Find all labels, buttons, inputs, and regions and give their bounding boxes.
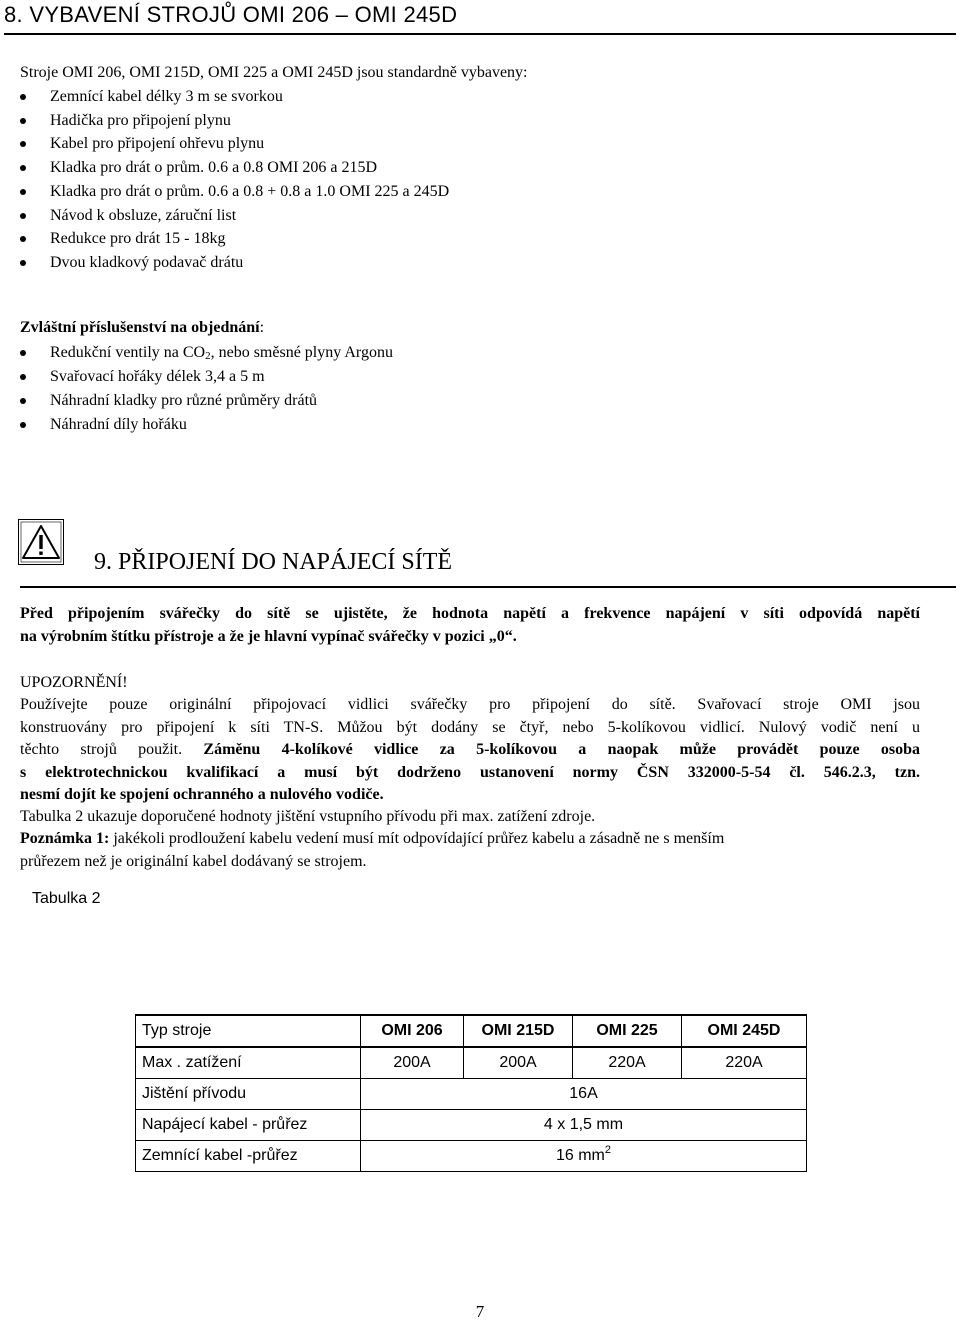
list-item: Zemnící kabel délky 3 m se svorkou xyxy=(20,85,449,109)
list-item: Redukce pro drát 15 - 18kg xyxy=(20,227,449,251)
table-header-cell: OMI 245D xyxy=(682,1015,807,1047)
optional-accessories-list xyxy=(20,341,393,437)
list-item: Kladka pro drát o prům. 0.6 a 0.8 OMI 206 a 215D xyxy=(20,156,449,180)
table-row xyxy=(136,1110,807,1141)
list-item: Náhradní díly hořáku xyxy=(20,413,393,437)
accessories-heading: Zvláštní příslušenství na objednání: xyxy=(20,319,265,336)
table-cell: Max . zatížení xyxy=(136,1047,361,1079)
bullet-icon xyxy=(20,165,26,171)
list-item: Hadička pro připojení plynu xyxy=(20,109,449,133)
table-cell: 16 $mm^2$ xyxy=(361,1141,807,1172)
table-cell: 200A xyxy=(464,1047,573,1079)
list-item: Náhradní kladky pro různé průměry drátů xyxy=(20,389,393,413)
bullet-icon xyxy=(20,422,26,428)
bullet-icon xyxy=(20,260,26,266)
table-row xyxy=(136,1047,807,1079)
table-cell: 16A xyxy=(361,1079,807,1110)
section-8-divider xyxy=(4,33,956,35)
table-row xyxy=(136,1079,807,1110)
bullet-icon xyxy=(20,213,26,219)
table-header-cell: OMI 206 xyxy=(361,1015,464,1047)
table-reference-text: Tabulka 2 ukazuje doporučené hodnoty jištění vstupního přívodu při max. zatížení zdroje. xyxy=(20,808,596,825)
table-cell: 220A xyxy=(573,1047,682,1079)
list-item: Kladka pro drát o prům. 0.6 a 0.8 + 0.8 a 1.0 OMI 225 a 245D xyxy=(20,180,449,204)
bullet-icon xyxy=(20,189,26,195)
table-cell: Jištění přívodu xyxy=(136,1079,361,1110)
list-item: Svařovací hořáky délek 3,4 a 5 m xyxy=(20,365,393,389)
fuse-table xyxy=(135,1014,807,1172)
table-header-cell: OMI 215D xyxy=(464,1015,573,1047)
table-row xyxy=(136,1015,807,1047)
list-item: Dvou kladkový podavač drátu xyxy=(20,251,449,275)
table-cell: 220A xyxy=(682,1047,807,1079)
section-9-divider xyxy=(20,586,956,588)
table-cell: 200A xyxy=(361,1047,464,1079)
table-row xyxy=(136,1141,807,1172)
bullet-icon xyxy=(20,94,26,100)
list-item: Redukční ventily na $CO_2$, nebo směsné plyny Argonu xyxy=(20,341,393,365)
warning-triangle-icon xyxy=(18,519,64,565)
caution-label: UPOZORNĚNÍ! xyxy=(20,674,128,691)
section-9-title: 9. PŘIPOJENÍ DO NAPÁJECÍ SÍTĚ xyxy=(94,549,453,575)
table-cell: 4 x 1,5 mm xyxy=(361,1110,807,1141)
bullet-icon xyxy=(20,141,26,147)
list-item: Kabel pro připojení ohřevu plynu xyxy=(20,132,449,156)
table-cell: Zemnící kabel -průřez xyxy=(136,1141,361,1172)
table-header-cell: Typ stroje xyxy=(136,1015,361,1047)
table-cell: Napájecí kabel - průřez xyxy=(136,1110,361,1141)
section-8-title: 8. VYBAVENÍ STROJŮ OMI 206 – OMI 245D xyxy=(4,2,458,27)
list-item: Návod k obsluze, záruční list xyxy=(20,204,449,228)
plug-usage-paragraph: Používejte pouze originální připojovací vidlici svářečky pro připojení do sítě. Svařovací stroje OMI jsou konstruovány pro připojení k síti TN-S. Můžou být dodány se čtyř, nebo 5-kolíkovou vidlicí. Nulový vodič není u těchto strojů použit. Záměnu 4-kolíkové vidlice za 5-kolíkovou a naopak může provádět pouze osoba s elektrotechnickou kvalifikací a musí být dodrženo ustanovení normy ČSN 332000-5-54 čl. 546.2.3, tzn. nesmí dojít ke spojení ochranného a nulového vodiče. xyxy=(20,696,920,803)
note-paragraph: Poznámka 1: jakékoli prodloužení kabelu vedení musí mít odpovídající průřez kabelu a zásadně ne s menším průřezem než je originální kabel dodávaný se strojem. xyxy=(20,830,725,870)
equipment-intro: Stroje OMI 206, OMI 215D, OMI 225 a OMI 245D jsou standardně vybaveny: xyxy=(20,64,528,81)
bullet-icon xyxy=(20,398,26,404)
bullet-icon xyxy=(20,374,26,380)
bullet-icon xyxy=(20,236,26,242)
bullet-icon xyxy=(20,118,26,124)
table-caption: Tabulka 2 xyxy=(32,890,101,907)
table-header-cell: OMI 225 xyxy=(573,1015,682,1047)
standard-equipment-list xyxy=(20,85,449,275)
connection-warning-paragraph: Před připojením svářečky do sítě se ujistěte, že hodnota napětí a frekvence napájení v síti odpovídá napětí na výrobním štítku přístroje a že je hlavní vypínač svářečky v pozici „0“. xyxy=(20,605,920,645)
page-number: 7 xyxy=(475,1302,485,1321)
bullet-icon xyxy=(20,350,26,356)
